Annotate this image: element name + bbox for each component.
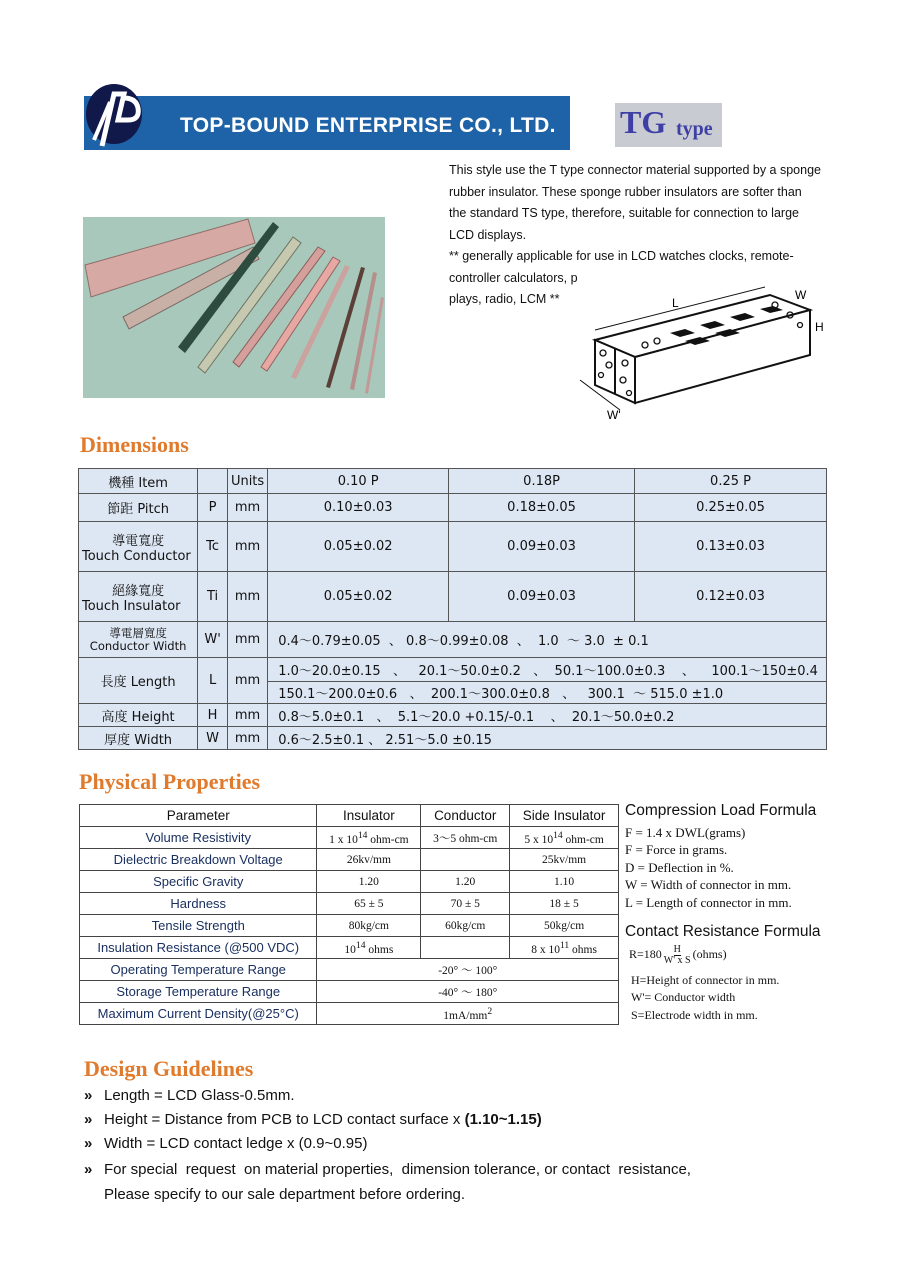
company-name: TOP-BOUND ENTERPRISE CO., LTD. — [180, 114, 556, 137]
compression-title: Compression Load Formula — [625, 802, 817, 819]
table-row: Maximum Current Density(@25°C) $1mA/mm^2$ — [80, 1003, 619, 1025]
header-item: 機種 Item — [79, 469, 198, 494]
chevron-right-icon: » — [84, 1087, 93, 1104]
guideline-item: » Height = Distance from PCB to LCD contact surface x (1.10~1.15) — [84, 1111, 542, 1128]
contact-title: Contact Resistance Formula — [625, 923, 821, 940]
header-units: Units — [227, 469, 267, 494]
description-line: plays, radio, LCM ** — [449, 292, 560, 306]
formulas-panel: Compression Load Formula F = 1.4 x DWL(grams) F = Force in grams. D = Deflection in %. W = Width of connector in mm. L = Length of connector in mm. Contact Resistance Formula R=180 H W' x S (ohms) H=Height of connector in mm. W'= Conductor width S=Electrode width in mm. — [625, 802, 845, 1024]
dimensions-title: Dimensions — [80, 432, 189, 457]
table-row: Operating Temperature Range -20° ～ 100° — [80, 959, 619, 981]
table-row: 高度 Height H mm 0.8～5.0±0.1 、 5.1～20.0 +0.15/-0.1 、 20.1～50.0±0.2 — [79, 704, 827, 727]
table-row: Tensile Strength 80kg/cm 60kg/cm 50kg/cm — [80, 915, 619, 937]
chevron-right-icon: » — [84, 1135, 93, 1152]
description-line: rubber insulator. These sponge rubber insulators are softer than — [449, 184, 802, 199]
table-row: Volume Resistivity 1 x $10^{14}$ ohm-cm 3～5 ohm-cm 5 x $10^{14}$ ohm-cm — [80, 827, 619, 849]
table-row: 150.1～200.0±0.6 、 200.1～300.0±0.8 、 300.1 ～ 515.0 ±1.0 — [79, 682, 827, 704]
table-row: Parameter Insulator Conductor Side Insulator — [80, 805, 619, 827]
guideline-item: » For special request on material properties, dimension tolerance, or contact resistance, — [84, 1161, 691, 1178]
height-label: 高度 Height — [79, 704, 198, 727]
guideline-item-continued: Please specify to our sale department before ordering. — [104, 1186, 466, 1203]
conductor-width-label: 導電層寬度 Conductor Width — [79, 622, 198, 658]
design-title: Design Guidelines — [84, 1056, 254, 1081]
guideline-item: » Width = LCD contact ledge x (0.9~0.95) — [84, 1135, 368, 1152]
physical-title: Physical Properties — [79, 769, 261, 794]
description-line: the standard TS type, therefore, suitable for connection to large — [449, 206, 799, 220]
chevron-right-icon: » — [84, 1161, 93, 1178]
physical-properties-table — [79, 804, 619, 1025]
touch-conductor-label: 導電寬度 Touch Conductor — [79, 522, 198, 572]
diagram-label-w: W — [795, 288, 807, 302]
dimensions-table — [78, 468, 827, 750]
contact-formula: R=180 H W' x S (ohms) — [629, 943, 727, 966]
width-label: 厚度 Width — [79, 727, 198, 750]
connector-diagram — [575, 285, 830, 425]
diagram-label-h: H — [815, 320, 824, 334]
table-row: 導電層寬度 Conductor Width W' mm 0.4～0.79±0.05 、 0.8～0.99±0.08 、 1.0 ～ 3.0 ± 0.1 — [79, 622, 827, 658]
diagram-label-l: L — [672, 296, 679, 310]
table-row: 厚度 Width W mm 0.6～2.5±0.1 、 2.51～5.0 ±0.15 — [79, 727, 827, 750]
diagram-label-w-prime: W' — [607, 408, 621, 422]
table-row: Storage Temperature Range -40° ～ 180° — [80, 981, 619, 1003]
description-line: This style use the T type connector material supported by a sponge — [449, 163, 821, 177]
pitch-label: 節距 Pitch — [79, 494, 198, 522]
guideline-item: » Length = LCD Glass-0.5mm. — [84, 1087, 295, 1104]
table-row — [79, 469, 827, 494]
table-row: 節距 Pitch P mm 0.10±0.03 0.18±0.05 0.25±0.05 — [79, 494, 827, 522]
table-row: Specific Gravity 1.20 1.20 1.10 — [80, 871, 619, 893]
type-label: TG — [620, 104, 667, 140]
touch-insulator-label: 絕緣寬度 Touch Insulator — [79, 572, 198, 622]
chevron-right-icon: » — [84, 1111, 93, 1128]
type-suffix: type — [676, 118, 713, 140]
header-018p: 0.18P — [449, 469, 635, 494]
table-row: Hardness 65 ± 5 70 ± 5 18 ± 5 — [80, 893, 619, 915]
company-logo — [84, 80, 146, 152]
table-row: Dielectric Breakdown Voltage 26kv/mm 25kv/mm — [80, 849, 619, 871]
header-025p: 0.25 P — [635, 469, 827, 494]
description-line: controller calculators, p — [449, 270, 578, 285]
table-row: 長度 Length L mm 1.0～20.0±0.15 、 20.1～50.0±0.2 、 50.1～100.0±0.3 、 100.1～150±0.4 — [79, 658, 827, 682]
description-line: LCD displays. — [449, 227, 527, 242]
table-row: Insulation Resistance (@500 VDC) $10^{14}$ ohms 8 x $10^{11}$ ohms — [80, 937, 619, 959]
table-row: 絕緣寬度 Touch Insulator Ti mm 0.05±0.02 0.09±0.03 0.12±0.03 — [79, 572, 827, 622]
header-010p: 0.10 P — [268, 469, 449, 494]
product-photo — [83, 217, 385, 398]
length-label: 長度 Length — [79, 658, 198, 704]
description-line: ** generally applicable for use in LCD watches clocks, remote- — [449, 249, 794, 263]
table-row: 導電寬度 Touch Conductor Tc mm 0.05±0.02 0.09±0.03 0.13±0.03 — [79, 522, 827, 572]
